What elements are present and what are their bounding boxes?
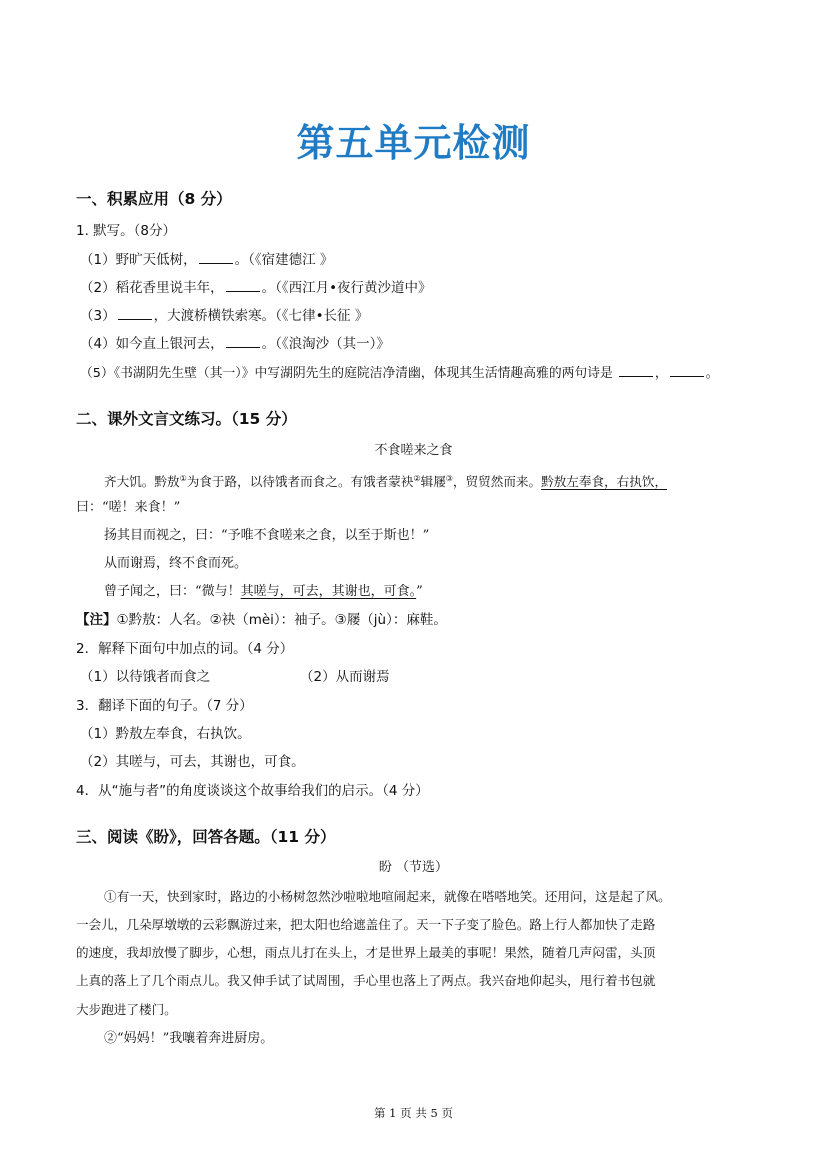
answer-blank[interactable] [619,364,653,377]
page-footer: 第 1 页 共 5 页 [374,1106,453,1120]
answer-blank[interactable] [226,279,260,292]
question-2-item-2: （2）从而谢焉 [300,669,390,685]
passage-line: 一会儿，几朵厚墩墩的云彩飘游过来，把太阳也给遮盖住了。天一下子变了脸色。路上行人都加快了走路 [76,917,656,932]
passage-paragraph [104,470,667,491]
passage-text: ，贸贸然而来。 [452,474,542,490]
passage-text: 辑屦 [420,474,446,490]
fill-item-4 [80,335,390,353]
footnote-marker: ② [413,474,421,483]
fill-item-5-mid: ， [654,366,668,381]
footnote-marker: ③ [445,474,453,483]
passage-line: ①有一天，快到家时，路边的小杨树忽然沙啦啦地喧闹起来，就像在嗒嗒地笑。还用问，这是起了风。 [104,889,671,904]
fill-item-5 [80,364,718,383]
question-4: 4．从“施与者”的角度谈谈这个故事给我们的启示。（4 分） [76,783,429,799]
underlined-sentence: 黔敖左奉食，右执饮， [541,474,668,490]
passage-text: 为食于路，以待饿者而食之。有饿者蒙袂 [186,474,414,490]
passage-line: 曰：“嗟！来食！” [76,500,181,515]
section1-heading: 一、积累应用（8 分） [76,190,232,208]
passage-paragraph: 从而谢焉，终不食而死。 [104,556,248,571]
fill-item-3-post: ，大渡桥横铁索寒。（《七律•长征 》 [153,308,369,324]
question-1: 1. 默写。（8分） [76,223,177,239]
fill-item-2-post: 。（《西江月•夜行黄沙道中》 [261,280,432,296]
passage-paragraph: 扬其目而视之，曰：“予唯不食嗟来之食，以至于斯也！” [104,528,430,543]
passage-paragraph [104,583,423,601]
fill-item-3-pre: （3） [80,308,116,324]
fill-item-4-post: 。（《浪淘沙（其一）》 [261,336,390,352]
passage-text: ” [416,584,423,599]
fill-item-5-pre: （5）《书湖阴先生壁（其一）》中写湖阴先生的庭院洁净清幽，体现其生活情趣高雅的两句诗是 [80,366,617,381]
passage-line: 上真的落上了几个雨点儿。我又伸手试了试周围，手心里也落上了两点。我兴奋地仰起头，甩行着书包就 [76,973,656,988]
annotation-text: ①黔敖：人名。②袂（mèi）：袖子。③屦（jù）：麻鞋。 [116,612,447,628]
passage-text: 齐大饥。黔敖 [104,474,180,490]
annotation-label: 【注】 [76,612,117,628]
answer-blank[interactable] [226,335,260,348]
passage-line: 的速度，我却放慢了脚步，心想，雨点儿打在头上，才是世界上最美的事呢！果然，随着几声闷雷，头顶 [76,945,656,960]
section2-heading: 二、课外文言文练习。（15 分） [76,410,297,428]
fill-item-1-pre: （1）野旷天低树， [80,252,197,268]
passage-line: 大步跑进了楼门。 [76,1002,177,1017]
question-3-item-1: （1）黔敖左奉食，右执饮。 [80,726,251,742]
page-title: 第五单元检测 [296,121,531,165]
question-3: 3．翻译下面的句子。（7 分） [76,698,253,714]
section3-heading: 三、阅读《盼》，回答各题。（11 分） [76,828,336,846]
underlined-sentence: 其嗟与，可去，其谢也，可食。 [240,584,417,599]
passage-paragraph: ②“妈妈！”我嚷着奔进厨房。 [104,1031,274,1046]
footnote-marker: ① [179,474,187,483]
question-3-item-2: （2）其嗟与，可去，其谢也，可食。 [80,754,305,770]
fill-item-1-post: 。（《宿建德江 》 [234,252,334,268]
answer-blank[interactable] [199,251,233,264]
question-2-item-1: （1）以待饿者而食之 [80,669,211,685]
passage-title: 盼 （节选） [378,860,449,875]
answer-blank[interactable] [118,307,152,320]
fill-item-2 [80,279,432,297]
answer-blank[interactable] [670,364,704,377]
question-2: 2．解释下面句中加点的词。（4 分） [76,641,294,657]
fill-item-2-pre: （2）稻花香里说丰年， [80,280,224,296]
passage-text: 曾子闻之，曰：“微与！ [104,584,241,599]
fill-item-4-pre: （4）如今直上银河去， [80,336,224,352]
fill-item-1 [80,251,333,269]
passage-title: 不食嗟来之食 [374,443,453,458]
fill-item-3 [80,307,368,325]
fill-item-5-post: 。 [705,366,719,381]
annotation [76,611,447,629]
